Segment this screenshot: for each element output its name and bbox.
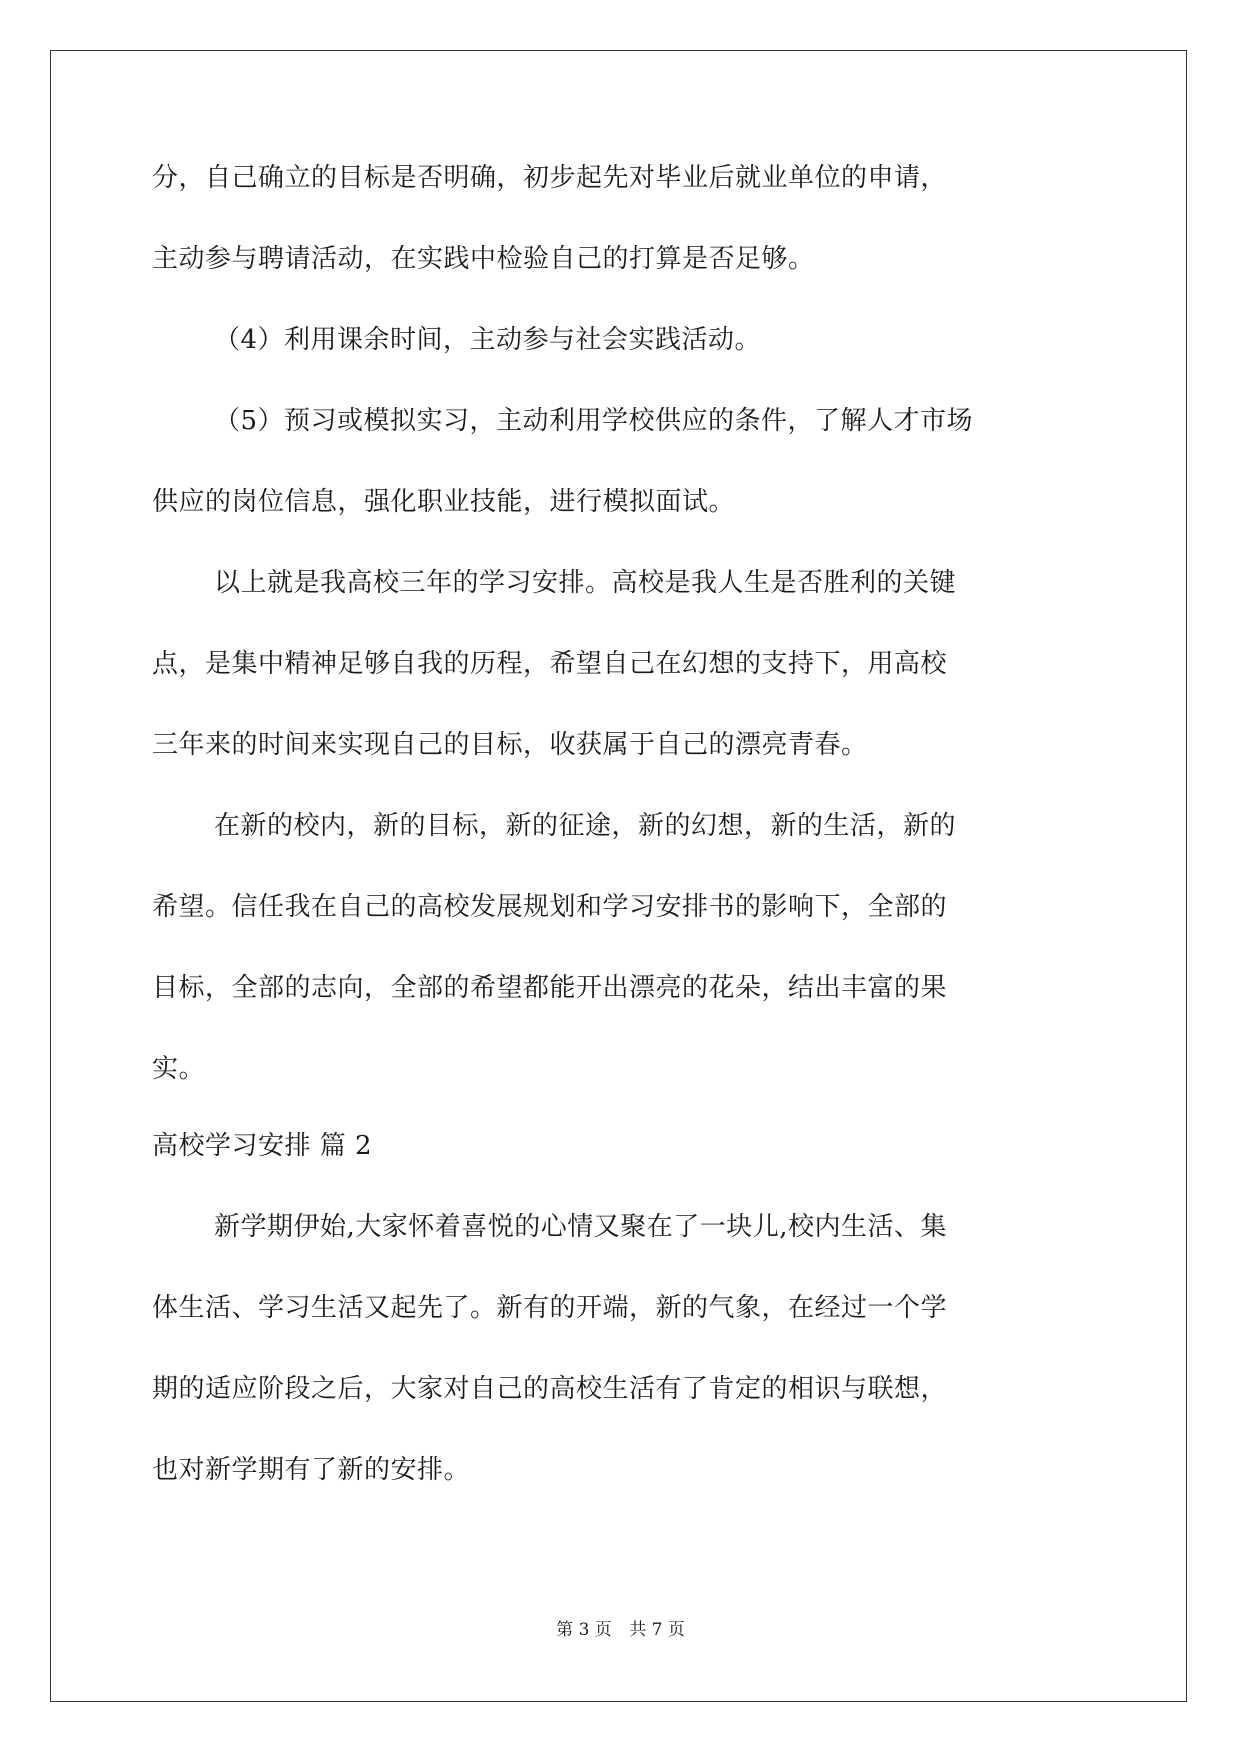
paragraph-line: 也对新学期有了新的安排。 (152, 1455, 471, 1485)
paragraph-line: 新学期伊始,大家怀着喜悦的心情又聚在了一块儿,校内生活、集 (214, 1212, 948, 1242)
paragraph-line: 点，是集中精神足够自我的历程，希望自己在幻想的支持下，用高校 (152, 649, 948, 679)
paragraph-line: 希望。信任我在自己的高校发展规划和学习安排书的影响下，全部的 (152, 892, 948, 922)
paragraph-line: 以上就是我高校三年的学习安排。高校是我人生是否胜利的关键 (214, 568, 957, 598)
paragraph-line: （5）预习或模拟实习，主动利用学校供应的条件，了解人才市场 (214, 406, 974, 436)
paragraph-line: （4）利用课余时间，主动参与社会实践活动。 (214, 325, 762, 355)
paragraph-line: 分，自己确立的目标是否明确，初步起先对毕业后就业单位的申请， (152, 163, 948, 193)
paragraph-line: 供应的岗位信息，强化职业技能，进行模拟面试。 (152, 487, 736, 517)
paragraph-line: 期的适应阶段之后，大家对自己的高校生活有了肯定的相识与联想， (152, 1374, 948, 1404)
paragraph-line: 体生活、学习生活又起先了。新有的开端，新的气象，在经过一个学 (152, 1293, 948, 1323)
page-number-total: 共 7 页 (629, 1620, 685, 1640)
paragraph-line: 三年来的时间来实现自己的目标，收获属于自己的漂亮青春。 (152, 730, 868, 760)
paragraph-line: 在新的校内，新的目标，新的征途，新的幻想，新的生活，新的 (214, 811, 957, 841)
paragraph-line: 目标，全部的志向，全部的希望都能开出漂亮的花朵，结出丰富的果 (152, 973, 948, 1003)
paragraph-line: 实。 (152, 1054, 206, 1084)
paragraph-line: 主动参与聘请活动，在实践中检验自己的打算是否足够。 (152, 244, 815, 274)
page-footer (0, 1618, 1241, 1642)
section-heading: 高校学习安排 篇 2 (152, 1131, 373, 1161)
page-number-current: 第 3 页 (556, 1620, 612, 1640)
